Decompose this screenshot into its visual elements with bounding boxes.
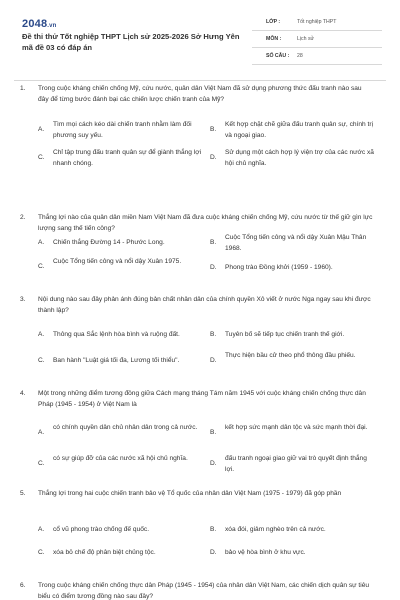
exam-title: Đề thi thử Tốt nghiệp THPT Lịch sử 2025-2026 Sở Hưng Yên mã đề 03 có đáp án [22,32,240,52]
option-letter: A. [38,239,45,246]
question-number: 6. [20,582,26,589]
option-text: Thực hiện bầu cử theo phổ thông đầu phiếu. [225,352,356,359]
option-text: Chiến thắng Đường 14 - Phước Long. [53,239,165,246]
meta-value: 28 [297,53,303,59]
question-text: Thắng lợi trong hai cuộc chiến tranh bảo vệ Tổ quốc của nhân dân Việt Nam (1975 - 1979) đã góp phần [38,490,342,497]
meta-label: LỚP : [266,19,281,25]
question-number: 5. [20,490,26,497]
option-text: Tuyên bố sẽ tiếp tục chiến tranh thế giới. [225,331,345,338]
question-number: 2. [20,214,26,221]
exam-meta [252,14,382,65]
option-letter: B. [210,126,217,133]
header [14,12,386,68]
meta-label: MÔN : [266,36,282,42]
option-letter: D. [210,264,217,271]
option-text: Ban hành "Luật giá tối đa, Lương tối thiểu". [53,357,180,364]
option-letter: A. [38,429,45,436]
question-text: Trong cuộc kháng chiến chống Mỹ, cứu nước, quân dân Việt Nam đã sử dụng phương thức đấu tranh nào sau đây để từng bước đánh bại các chiến lược chiến tranh của Mỹ? [38,85,362,103]
option-text: xóa bỏ chế độ phân biệt chủng tộc. [53,549,156,556]
option-letter: A. [38,526,45,533]
meta-value: Lịch sử [297,36,315,42]
option-letter: C. [38,549,45,556]
option-letter: B. [210,331,217,338]
option-text: Phong trào Đồng khởi (1959 - 1960). [225,264,333,271]
option-text: Thông qua Sắc lệnh hòa bình và ruộng đất. [53,331,180,338]
option-letter: D. [210,357,217,364]
option-letter: A. [38,126,45,133]
option-text: cổ vũ phong trào chống đế quốc. [53,526,150,533]
question-text: Nội dung nào sau đây phản ánh đúng bản chất nhân dân của chính quyền Xô viết ở nước Nga ngay sau khi được thành lập? [38,296,371,314]
site-logo[interactable]: 2048.vn [22,18,57,30]
option-letter: A. [38,331,45,338]
question-text: Thắng lợi nào của quân dân miền Nam Việt Nam đã đưa cuộc kháng chiến chống Mỹ, cứu nước từ thế giữ gìn lực lượng sang thế tiến công? [38,214,373,232]
option-text: đấu tranh ngoại giao giữ vai trò quyết định thắng lợi. [225,455,367,473]
meta-row-count [252,48,382,65]
meta-label: SỐ CÂU : [266,53,290,59]
option-text: Chỉ tập trung đấu tranh quân sự để giành thắng lợi nhanh chóng. [53,149,202,167]
option-text: kết hợp sức mạnh dân tộc và sức mạnh thời đại. [225,424,368,431]
option-letter: B. [210,429,217,436]
question-text: Một trong những điểm tương đồng giữa Cách mạng tháng Tám năm 1945 với cuộc kháng chiến chống thực dân Pháp (1945 - 1954) ở Việt Nam là [38,390,366,408]
meta-value: Tốt nghiệp THPT [297,19,337,25]
question-number: 3. [20,296,26,303]
option-letter: D. [210,154,217,161]
option-text: có sự giúp đỡ của các nước xã hội chủ nghĩa. [53,455,188,462]
meta-row-subject [252,31,382,48]
option-text: Kết hợp chặt chẽ giữa đấu tranh quân sự, chính trị và ngoại giao. [225,121,374,139]
option-text: có chính quyền dân chủ nhân dân trong cả nước. [53,424,198,431]
question-number: 4. [20,390,26,397]
header-divider [14,80,386,81]
option-text: Cuộc Tổng tiến công và nổi dậy Xuân 1975. [53,258,182,265]
option-letter: C. [38,460,45,467]
question-number: 1. [20,85,26,92]
option-letter: B. [210,239,217,246]
option-text: bảo vệ hòa bình ở khu vực. [225,549,306,556]
option-letter: B. [210,526,217,533]
option-letter: C. [38,263,45,270]
option-letter: D. [210,549,217,556]
option-text: xóa đói, giảm nghèo trên cả nước. [225,526,326,533]
option-text: Cuộc Tổng tiến công và nổi dậy Xuân Mậu Thân 1968. [225,234,367,252]
option-letter: D. [210,460,217,467]
meta-row-class [252,14,382,31]
question-text: Trong cuộc kháng chiến chống thực dân Pháp (1945 - 1954) của nhân dân Việt Nam, các chiến dịch quân sự tiêu biểu có điểm tương đồng nào sau đây? [38,582,370,600]
option-letter: C. [38,357,45,364]
option-letter: C. [38,154,45,161]
option-text: Sử dụng một cách hợp lý viện trợ của các nước xã hội chủ nghĩa. [225,149,374,167]
option-text: Tìm mọi cách kéo dài chiến tranh nhằm làm đối phương suy yếu. [53,121,192,139]
